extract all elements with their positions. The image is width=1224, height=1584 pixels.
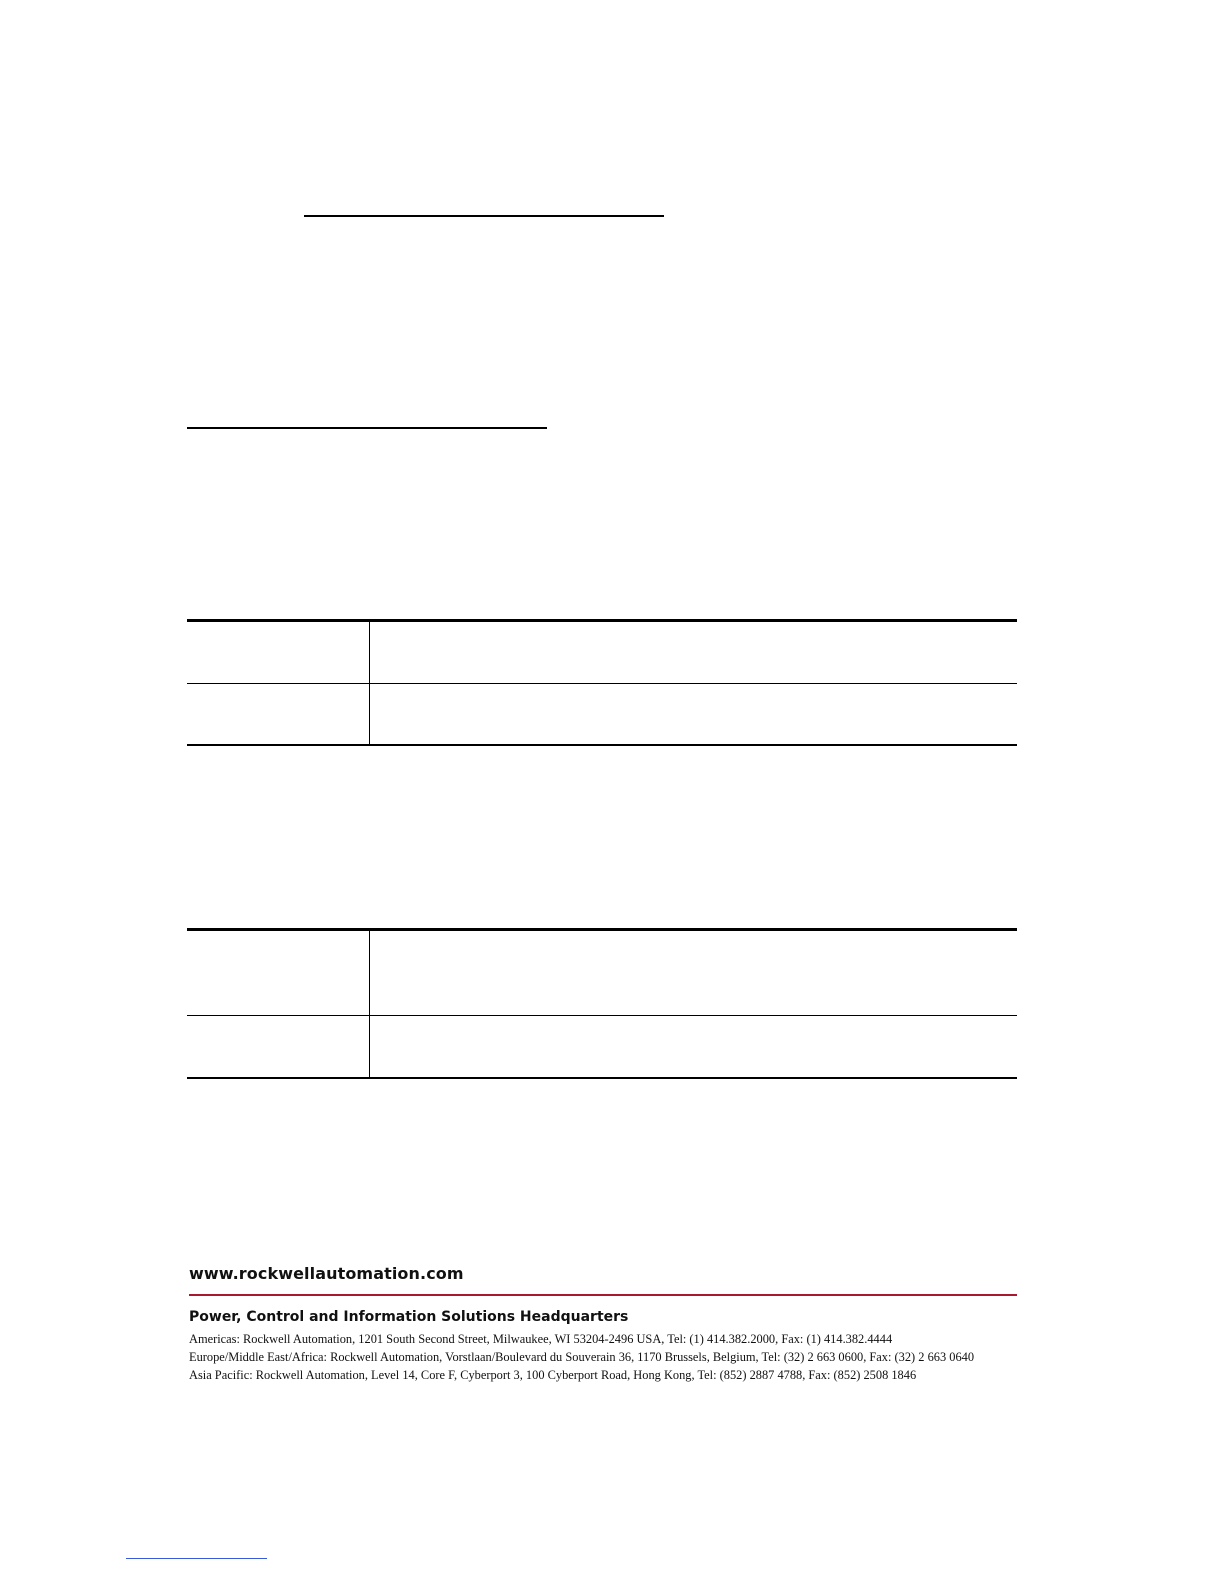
table-cell-label: [187, 931, 370, 1015]
table-row: [187, 931, 1017, 1015]
address-americas: Americas: Rockwell Automation, 1201 South Second Street, Milwaukee, WI 53204-2496 USA, Tel: (1) 414.382.2000, Fax: (1) 414.382.4444: [189, 1332, 893, 1346]
website-link[interactable]: www.rockwellautomation.com: [189, 1264, 464, 1283]
blank-table-1: [187, 619, 1017, 746]
table-cell-label: [187, 622, 370, 683]
page-footer: [189, 1262, 1017, 1384]
table-cell-value: [370, 684, 1017, 744]
table-row: [187, 622, 1017, 683]
table-cell-value: [370, 931, 1017, 1015]
table-cell-value: [370, 622, 1017, 683]
blank-table-2: [187, 928, 1017, 1079]
table-cell-value: [370, 1016, 1017, 1077]
fill-in-line-middle: [187, 427, 547, 429]
table-row: [187, 1015, 1017, 1077]
headquarters-title: Power, Control and Information Solutions Headquarters: [189, 1309, 629, 1325]
address-list: [189, 1330, 1017, 1384]
table-cell-label: [187, 684, 370, 744]
address-emea: Europe/Middle East/Africa: Rockwell Automation, Vorstlaan/Boulevard du Souverain 36, 1170 Brussels, Belgium, Tel: (32) 2 663 0600, Fax: (32) 2 663 0640: [189, 1350, 975, 1364]
table-row: [187, 683, 1017, 744]
footer-divider: [189, 1294, 1017, 1296]
link-underline[interactable]: [126, 1558, 267, 1559]
table-cell-label: [187, 1016, 370, 1077]
address-asia-pacific: Asia Pacific: Rockwell Automation, Level 14, Core F, Cyberport 3, 100 Cyberport Road, Hong Kong, Tel: (852) 2887 4788, Fax: (852) 2508 1846: [189, 1368, 917, 1382]
fill-in-line-top: [304, 215, 664, 217]
